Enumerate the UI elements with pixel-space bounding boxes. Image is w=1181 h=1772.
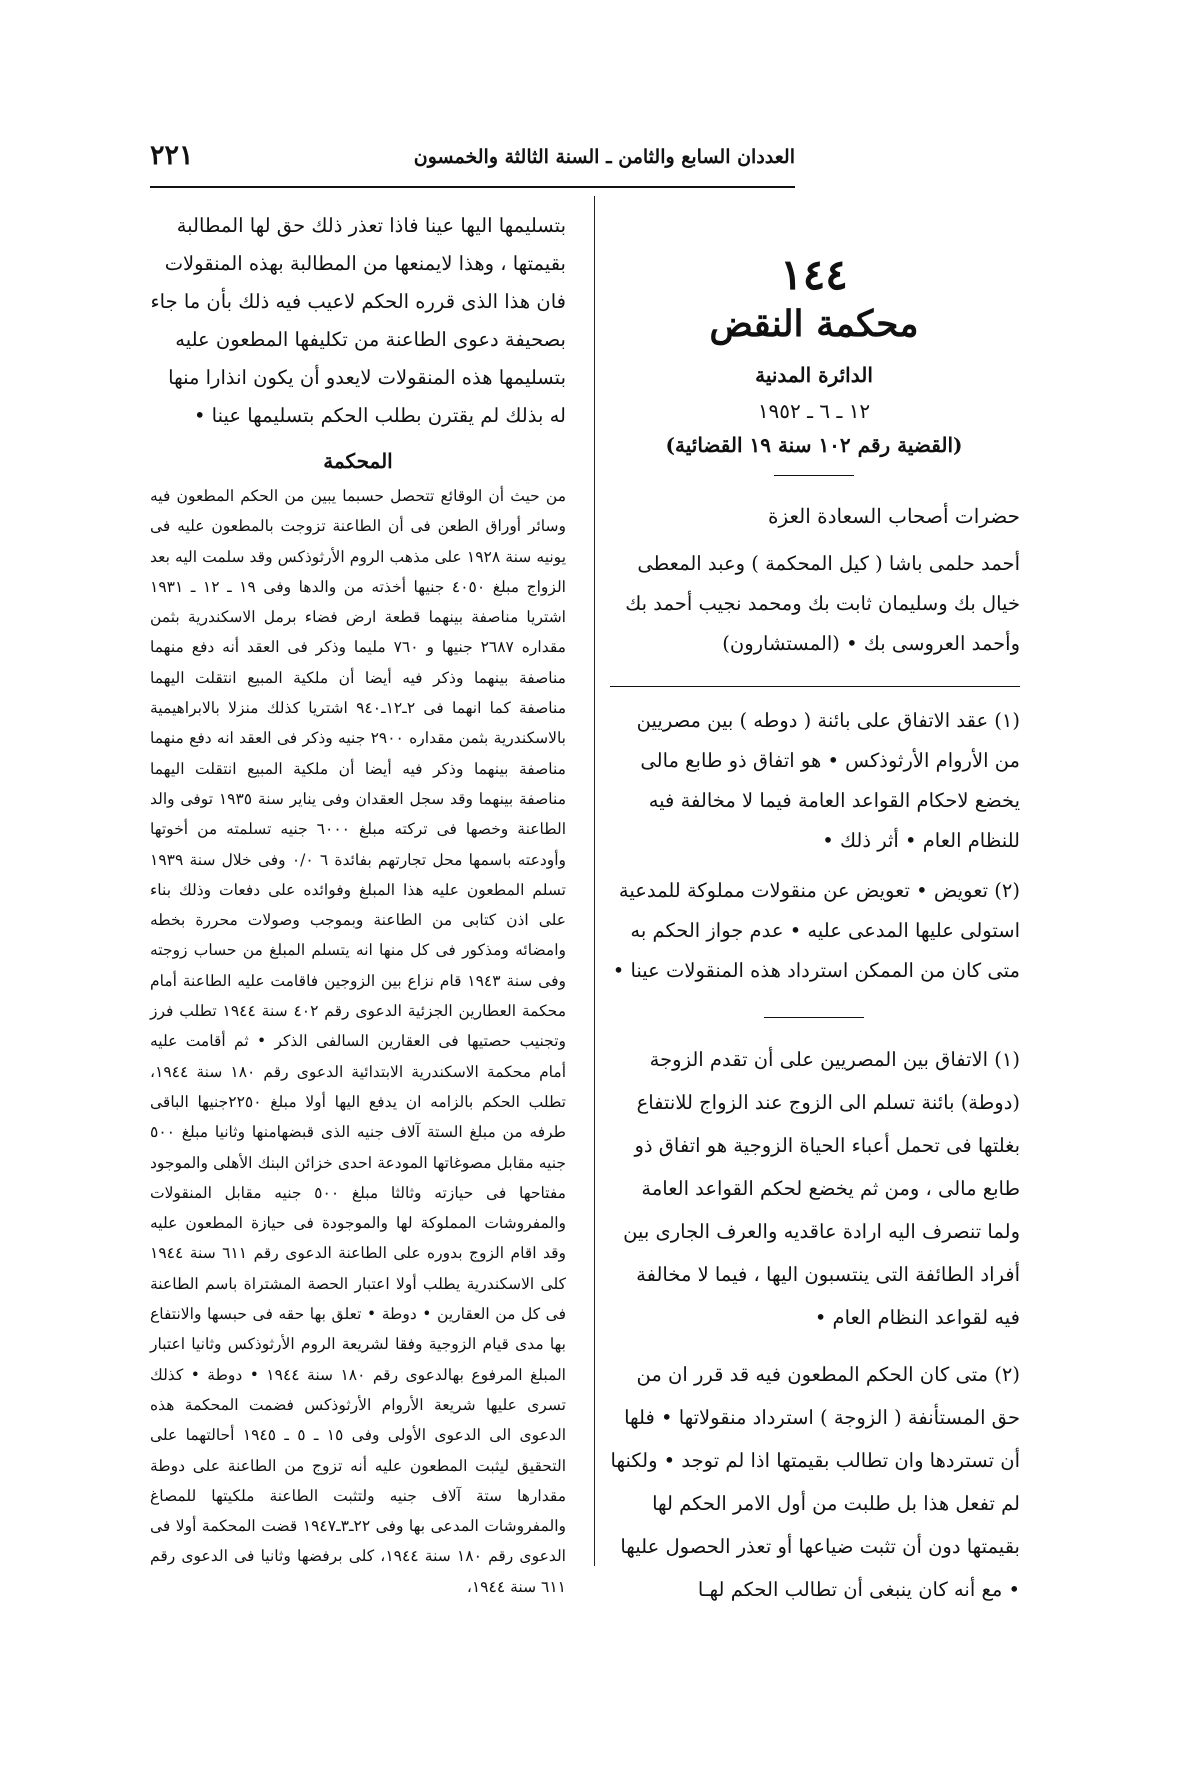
case-reference: (القضية رقم ١٠٢ سنة ١٩ القضائية) — [665, 433, 963, 457]
left-column — [150, 207, 566, 1602]
continuation-paragraph: بتسليمها اليها عينا فاذا تعذر ذلك حق لها المطالبة بقيمتها ، وهذا لايمنعها من المطالبة بهذه المنقولات فان هذا الذى قرره الحكم لاعيب فيه ذلك بأن ما جاء بصحيفة دعوى الطاعنة من تكليفها المطعون عليه بتسليمها هذه المنقولات لايعدو أن يكون انذارا منها له بذلك لم يقترن بطلب الحكم بتسليمها عينا • — [150, 214, 566, 427]
right-column — [608, 240, 1020, 1611]
case-number: ١٤٤ — [780, 250, 848, 299]
running-head — [150, 140, 795, 180]
divider-mid — [764, 1017, 864, 1018]
page-number: ٢٢١ — [150, 140, 194, 171]
running-head-title: العددان السابع والثامن ـ السنة الثالثة والخمسون — [413, 146, 795, 168]
divider-wide — [610, 686, 1020, 687]
holding-paragraph: (٢) متى كان الحكم المطعون فيه قد قرر ان من حق المستأنفة ( الزوجة ) استرداد منقولاتها • فلها أن تستردها وان تطالب بقيمتها اذا لم توجد • ولكنها لم تفعل هذا بل طلبت من أول الامر الحكم لها بقيمتها دون أن تثبت ضياعها أو تعذر الحصول عليها • مع أنه كان ينبغى أن تطالب الحكم لهـا — [610, 1363, 1020, 1601]
holding-paragraph: (١) الاتفاق بين المصريين على أن تقدم الزوجة (دوطة) بائنة تسلم الى الزوج عند الزواج للانتفاع بغلتها فى تحمل أعباء الحياة الزوجية هو اتفاق ذو طابع مالى ، ومن ثم يخضع لحكم القواعد العامة ولما تنصرف اليه ارادة عاقديه والعرف الجارى بين أفراد الطائفة التى ينتسبون اليها ، فيما لا مخالفة فيه لقواعد النظام العام • — [623, 1048, 1020, 1329]
summary-point: (١) عقد الاتفاق على بائنة ( دوطه ) بين مصريين من الأروام الأرثوذكس • هو اتفاق ذو طابع مالى يخضع لاحكام القواعد العامة فيما لا مخالفة فيه للنظام العام • أثر ذلك • — [636, 709, 1020, 852]
court-name: محكمة النقض — [709, 303, 919, 345]
court-reasons-paragraph: من حيث أن الوقائع تتحصل حسبما يبين من الحكم المطعون فيه وسائر أوراق الطعن فى أن الطاعنة تزوجت بالمطعون عليه فى يونيه سنة ١٩٢٨ على مذهب الروم الأرثوذكس وقد سلمت اليه بعد الزواج مبلغ ٤٠٥٠ جنيها أخذته من والدها وفى ١٩ ـ ١٢ ـ ١٩٣١ اشتريا مناصفة بينهما قطعة ارض فضاء برمل الاسكندرية بثمن مقداره ٢٦٨٧ جنيها و ٧٦٠ مليما وذكر فى العقد أنه دفع منهما مناصفة بينهما وذكر فيه أيضا أن ملكية المبيع انتقلت اليهما مناصفة كما انهما فى ٢ـ١٢ـ٩٤٠ اشتريا كذلك منزلا بالابراهيمية بالاسكندرية بثمن مقداره ٢٩٠٠ جنيه وذكر فى العقد انه دفع منهما مناصفة بينهما وذكر فيه أيضا أن ملكية المبيع انتقلت اليهما مناصفة بينهما وقد سجل العقدان وفى يناير سنة ١٩٣٥ توفى والد الطاعنة وخصها فى تركته مبلغ ٦٠٠٠ جنيه تسلمته من أخوتها وأودعته باسمها محل تجارتهم بفائدة ٦ ٠/٠ وفى خلال سنة ١٩٣٩ تسلم المطعون عليه هذا المبلغ وفوائده على دفعات وذلك بناء على اذن كتابى من الطاعنة وبموجب وصولات محررة بخطه وامضائه ومذكور فى كل منها انه يتسلم المبلغ من حساب زوجته وفى سنة ١٩٤٣ قام نزاع بين الزوجين فاقامت عليه الطاعنة أمام محكمة العطارين الجزئية الدعوى رقم ٤٠٢ سنة ١٩٤٤ تطلب فرز وتجنيب حصتيها فى العقارين السالفى الذكر • ثم أقامت عليه أمام محكمة الاسكندرية الابتدائية الدعوى رقم ١٨٠ سنة ١٩٤٤، تطلب الحكم بالزامه ان يدفع اليها أولا مبلغ ٢٢٥٠جنيها الباقى طرفه من مبلغ الستة آلاف جنيه الذى قبضهامنها وثانيا مبلغ ٥٠٠ جنيه مقابل مصوغاتها المودعة احدى خزائن البنك الأهلى والموجود مفتاحها فى حيازته وثالثا مبلغ ٥٠٠ جنيه مقابل المنقولات والمفروشات المملوكة لها والموجودة فى حيازة المطعون عليه وقد اقام الزوج بدوره على الطاعنة الدعوى رقم ٦١١ سنة ١٩٤٤ كلى الاسكندرية يطلب أولا اعتبار الحصة المشتراة باسم الطاعنة فى كل من العقارين • دوطة • تعلق بها حقه فى حبسها والانتفاع بها مدى قيام الزوجية وفقا لشريعة الروم الأرثوذكس وثانيا اعتبار المبلغ المرفوع بهالدعوى رقم ١٨٠ سنة ١٩٤٤ • دوطة • كذلك تسرى عليها شريعة الأروام الأرثوذكس فضمت المحكمة هذه الدعوى الى الدعوى الأولى وفى ١٥ ـ ٥ ـ ١٩٤٥ أحالتهما على التحقيق ليثبت المطعون عليه أنه تزوج من الطاعنة على دوطة مقدارها ستة آلاف جنيه ولتثبت الطاعنة ملكيتها للمصاغ والمفروشات المدعى بها وفى ٢٢ـ٣ـ١٩٤٧ قضت المحكمة أولا فى الدعوى رقم ١٨٠ سنة ١٩٤٤، كلى برفضها وثانيا فى الدعوى رقم ٦١١ سنة ١٩٤٤، — [150, 487, 567, 1596]
divider-short — [774, 475, 854, 476]
circuit-name: الدائرة المدنية — [755, 363, 873, 387]
summary-point: (٢) تعويض • تعويض عن منقولات مملوكة للمدعية استولى عليها المدعى عليه • عدم جواز الحكم به متى كان من الممكن استرداد هذه المنقولات عينا • — [612, 879, 1020, 982]
salutation: حضرات أصحاب السعادة العزة — [767, 504, 1020, 528]
justices-list: أحمد حلمى باشا ( كيل المحكمة ) وعبد المعطى خيال بك وسليمان ثابت بك ومحمد نجيب أحمد بك وأحمد العروسى بك • (المستشارون) — [625, 552, 1020, 655]
judgment-date: ١٢ ـ ٦ ـ ١٩٥٢ — [757, 399, 871, 423]
column-divider — [594, 196, 595, 1566]
header-rule — [150, 186, 795, 188]
section-title: المحكمة — [323, 449, 393, 473]
